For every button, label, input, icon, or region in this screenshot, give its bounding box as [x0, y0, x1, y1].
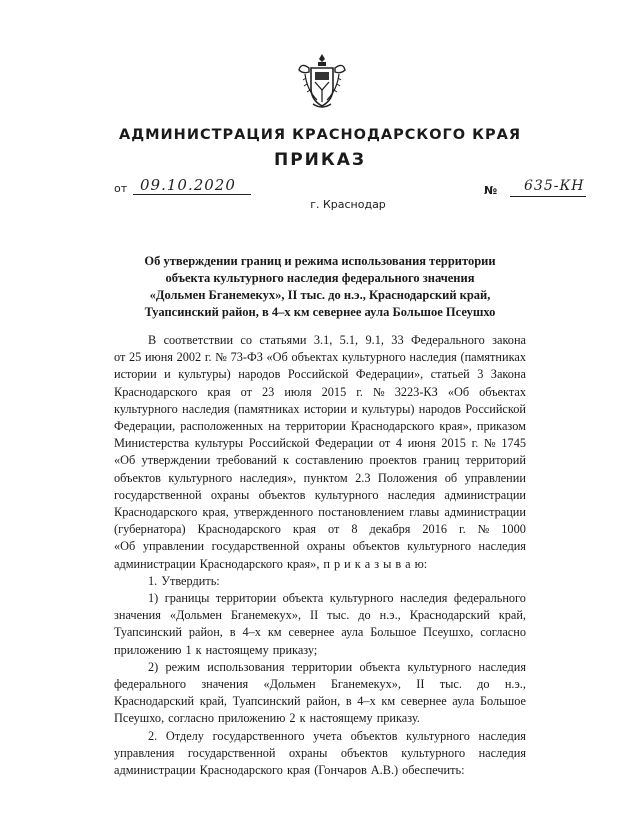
body-line: (губернатора) Краснодарского края от 8 декабря 2016 г. № 1000 [114, 522, 526, 537]
date-label: от [114, 182, 128, 195]
body-line: Туапсинский район, в 4–х км севернее аула Большое Псеушхо, согласно [114, 625, 526, 640]
number-value: 635-КН [524, 178, 585, 194]
body-line: 2. Отделу государственного учета объектов культурного наследия [148, 728, 526, 743]
body-line: значения «Дольмен Бганемекух», II тыс. до н.э., Краснодарский край, [114, 608, 526, 623]
body-line: федерального значения «Дольмен Бганемекух», II тыс. до н.э., [114, 677, 526, 692]
number-underline [510, 196, 586, 197]
body-line: В соответствии со статьями 3.1, 5.1, 9.1, 33 Федерального закона [148, 333, 526, 347]
body-line: «Об утверждении требований к составлению проектов границ территорий [114, 453, 526, 468]
body-line: Краснодарского края, утвержденного постановлением главы администрации [114, 505, 526, 520]
body-line: 1. Утвердить: [148, 573, 220, 588]
body-line: Министерства культуры Российской Федерации от 4 июня 2015 г. № 1745 [114, 436, 526, 451]
body-line: объектов культурного наследия», пунктом 2.3 Положения об управлении [114, 470, 526, 485]
body-line: культурного наследия (памятниках истории и культуры) народов Российской [114, 401, 526, 416]
body-line: 1) границы территории объекта культурного наследия федерального [148, 591, 526, 606]
body-line: Псеушхо, согласно приложению 2 к настоящему приказу. [114, 711, 420, 726]
administration-heading: АДМИНИСТРАЦИЯ КРАСНОДАРСКОГО КРАЯ [118, 127, 522, 143]
coat-of-arms-emblem [297, 50, 347, 110]
body-line: Краснодарского края от 23 июля 2015 г. № 3223-КЗ «Об объектах [114, 384, 526, 399]
body-line: от 25 июня 2002 г. № 73-ФЗ «Об объектах культурного наследия (памятниках [114, 350, 526, 365]
number-label: № [484, 184, 498, 197]
title-line: Об утверждении границ и режима использования территории [144, 254, 496, 268]
title-line: «Дольмен Бганемекух», II тыс. до н.э., Краснодарский край, [149, 288, 491, 302]
city-line [0, 198, 640, 211]
body-line: управления государственной охраны объектов культурного наследия [114, 745, 526, 760]
body-line: приложению 1 к настоящему приказу; [114, 642, 318, 657]
body-line: 2) режим использования территории объекта культурного наследия [148, 659, 526, 674]
body-line: «Об управлении государственной охраны объектов культурного наследия [114, 539, 526, 554]
document-body [114, 332, 526, 779]
date-underline [133, 194, 251, 195]
body-line: истории и культуры) народов Российской Федерации», статьей 3 Закона [114, 367, 526, 382]
body-line: государственной охраны объектов культурного наследия администрации [114, 487, 526, 502]
title-line: объекта культурного наследия федерального значения [165, 271, 475, 285]
title-line: Туапсинский район, в 4–х км севернее аула Большое Псеушхо [144, 305, 496, 319]
body-line: Федерации, расположенных на территории Краснодарского края», приказом [114, 419, 526, 434]
date-value: 09.10.2020 [140, 176, 236, 194]
body-line: Краснодарский край, Туапсинский район, в 4–х км севернее аула Большое [114, 694, 526, 709]
city-name: г. Краснодар [310, 198, 386, 211]
order-heading: ПРИКАЗ [273, 150, 367, 170]
body-line: администрации Краснодарского края (Гончаров А.В.) обеспечить: [114, 763, 465, 778]
document-title [120, 253, 520, 321]
body-line: администрации Краснодарского края», п р и к а з ы в а ю: [114, 556, 428, 571]
